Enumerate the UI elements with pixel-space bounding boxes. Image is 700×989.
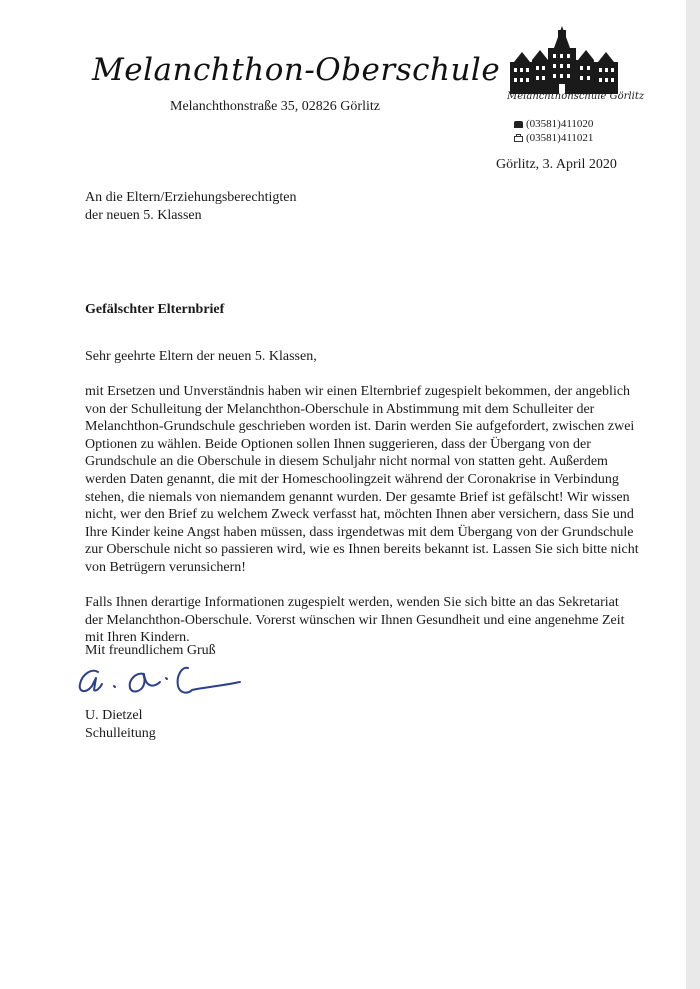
scan-edge <box>686 0 700 989</box>
body-line: der Melanchthon-Oberschule. Vorerst wünschen wir Ihnen Gesundheit und eine angenehme Zeit <box>85 612 625 628</box>
letter-date: Görlitz, 3. April 2020 <box>496 157 617 172</box>
body-line: stehen, die niemals von niemandem genannt wurden. Der gesamte Brief ist gefälscht! Wir wissen <box>85 489 630 505</box>
fax-number: (03581)411021 <box>526 132 594 144</box>
school-title: Melanchthon-Oberschule <box>92 52 501 88</box>
contact-block <box>514 117 593 145</box>
recipient-line-1: An die Eltern/Erziehungsberechtigten <box>85 190 297 205</box>
body-line: Falls Ihnen derartige Informationen zugespielt werden, wenden Sie sich bitte an das Sekretariat <box>85 595 619 611</box>
letter-subject: Gefälschter Elternbrief <box>85 302 225 317</box>
phone-icon <box>514 120 523 128</box>
body-line: von Betrügern verunsichern! <box>85 559 246 575</box>
body-line: mit Ersetzen und Unverständnis haben wir einen Elternbrief zugespielt bekommen, der angeblich <box>85 384 631 399</box>
body-line: Grundschule an die Oberschule in diesem Schuljahr nicht normal von statten geht. Außerdem <box>85 454 608 470</box>
salutation: Sehr geehrte Eltern der neuen 5. Klassen, <box>85 349 317 364</box>
body-line: nicht, wer den Brief zu welchem Zweck verfasst hat, möchten Ihnen aber versichern, dass Sie und <box>85 507 634 523</box>
school-address: Melanchthonstraße 35, 02826 Görlitz <box>170 99 380 114</box>
body-line: Ihre Kinder keine Angst haben müssen, dass irgendetwas mit dem Übergang von der Grundschule <box>85 524 634 540</box>
body-spacer <box>85 577 645 595</box>
signer-role: Schulleitung <box>85 725 156 741</box>
logo-caption: Melanchthonschule Görlitz <box>507 91 645 102</box>
body-line: Optionen zu wählen. Beide Optionen sollen Ihnen suggerieren, dass der Übergang von der <box>85 436 591 452</box>
letter-body <box>85 383 645 647</box>
phone-number: (03581)411020 <box>526 118 594 130</box>
recipient-line-2: der neuen 5. Klassen <box>85 208 202 223</box>
closing: Mit freundlichem Gruß <box>85 643 216 658</box>
signer-block <box>85 707 156 742</box>
phone-line <box>514 117 593 131</box>
fax-line <box>514 131 593 145</box>
body-line: mit Ihren Kindern. <box>85 630 190 646</box>
body-line: von der Schulleitung der Melanchthon-Oberschule in Abstimmung mit dem Schulleiter der <box>85 401 595 417</box>
body-line: zur Oberschule nicht so passieren wird, wie es Ihnen bereits bekannt ist. Lassen Sie sich bitte nicht <box>85 542 639 558</box>
body-line: Melanchthon-Grundschule geschrieben worden ist. Darin werden Sie aufgefordert, zwischen zwei <box>85 419 635 435</box>
body-line: werden Daten genannt, die mit der Homeschoolingzeit während der Coronakrise in Verbindung <box>85 471 619 487</box>
signer-name: U. Dietzel <box>85 708 143 723</box>
fax-icon <box>514 134 523 142</box>
recipient-block <box>85 189 296 225</box>
handwritten-signature <box>70 656 250 706</box>
